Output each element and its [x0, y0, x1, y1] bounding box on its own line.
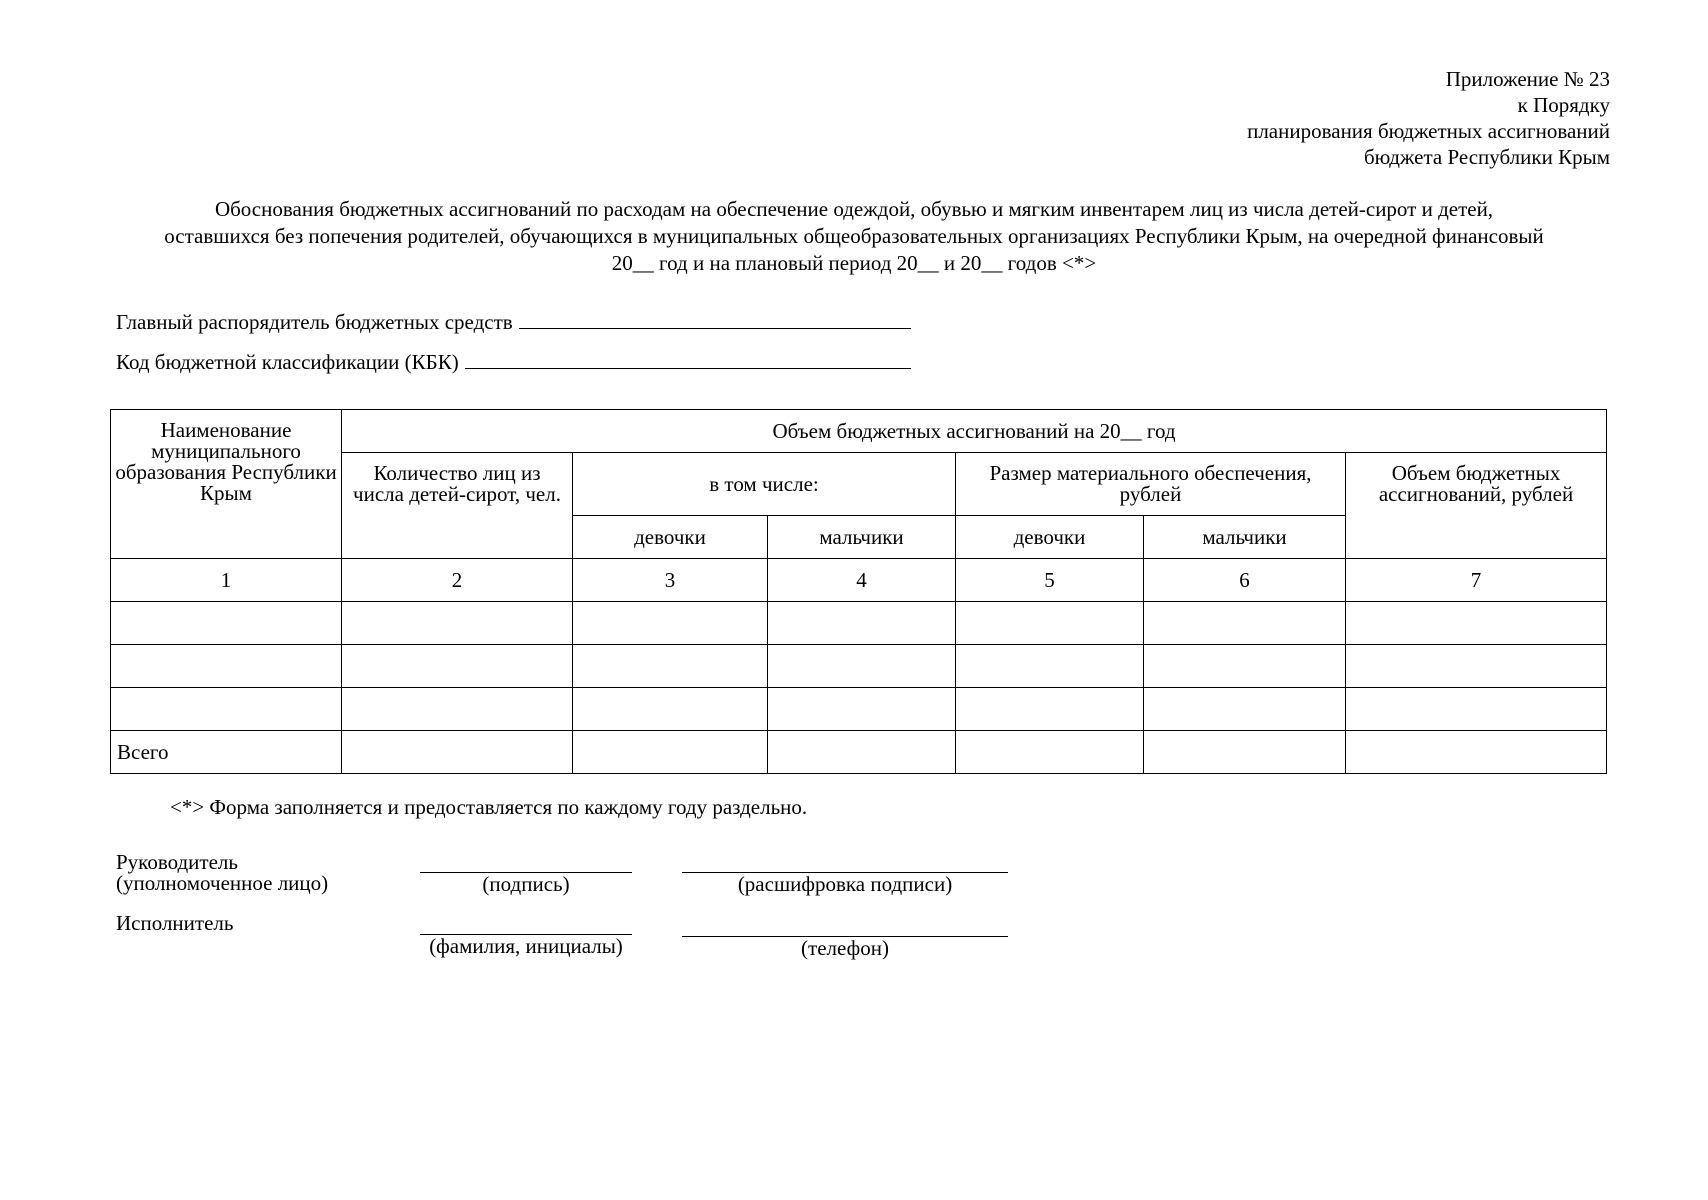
kbk-field[interactable]: [116, 348, 911, 375]
col-volume-header: Объем бюджетных ассигнований, рублей: [1346, 453, 1607, 559]
col-material-header: Размер материального обеспечения, рублей: [956, 453, 1346, 516]
table-cell[interactable]: [111, 688, 342, 731]
appendix-order: к Порядку: [1517, 93, 1610, 117]
table-cell[interactable]: [111, 645, 342, 688]
signature-caption: (подпись): [482, 872, 570, 896]
table-cell[interactable]: [573, 731, 768, 774]
main-manager-label: Главный распорядитель бюджетных средств: [116, 310, 513, 334]
col-including-header: в том числе:: [573, 453, 956, 516]
group-header: Объем бюджетных ассигнований на 20__ год: [342, 410, 1607, 453]
total-label: Всего: [111, 731, 342, 774]
column-number: 1: [111, 559, 342, 602]
title-line-2: оставшихся без попечения родителей, обучающихся в муниципальных общеобразовательных организациях Республики Крым, на очередной финансовый: [164, 224, 1544, 248]
total-row: [111, 731, 1607, 774]
executor-label: Исполнитель: [116, 911, 234, 935]
kbk-label: Код бюджетной классификации (КБК): [116, 350, 459, 374]
table-row: [111, 645, 1607, 688]
column-number: 7: [1346, 559, 1607, 602]
table-cell[interactable]: [1346, 602, 1607, 645]
table-cell[interactable]: [768, 645, 956, 688]
col-count-header: Количество лиц из числа детей-сирот, чел.: [342, 453, 573, 559]
table-cell[interactable]: [1144, 602, 1346, 645]
table-cell[interactable]: [956, 731, 1144, 774]
table-cell[interactable]: [1144, 645, 1346, 688]
appendix-budget: бюджета Республики Крым: [1363, 145, 1610, 169]
table-cell[interactable]: [342, 731, 573, 774]
head-label: [116, 852, 328, 894]
table-cell[interactable]: [956, 645, 1144, 688]
table-cell[interactable]: [1144, 688, 1346, 731]
table-cell[interactable]: [1346, 645, 1607, 688]
table-cell[interactable]: [342, 688, 573, 731]
document-title: [100, 196, 1608, 277]
col-boys-material-header: мальчики: [1144, 516, 1346, 559]
footnote: <*> Форма заполняется и предоставляется по каждому году раздельно.: [170, 795, 808, 819]
table-cell[interactable]: [573, 688, 768, 731]
appendix-header: [1010, 66, 1610, 170]
title-line-3: 20__ год и на плановый период 20__ и 20__ годов <*>: [611, 251, 1097, 275]
column-number: 5: [956, 559, 1144, 602]
column-number: 2: [342, 559, 573, 602]
table-row: [111, 602, 1607, 645]
table-cell[interactable]: [956, 602, 1144, 645]
title-line-1: Обоснования бюджетных ассигнований по расходам на обеспечение одеждой, обувью и мягким инвентарем лиц из числа детей-сирот и детей,: [214, 197, 1494, 221]
col-municipality-header: Наименование муниципального образования Республики Крым: [111, 410, 342, 559]
budget-table: [110, 409, 1607, 774]
phone-caption: (телефон): [801, 936, 889, 960]
main-manager-blank[interactable]: [519, 308, 911, 329]
main-manager-field[interactable]: [116, 308, 911, 335]
table-cell[interactable]: [768, 731, 956, 774]
header-row-1: [111, 410, 1607, 453]
col-girls-count-header: девочки: [573, 516, 768, 559]
name-caption: (фамилия, инициалы): [429, 934, 623, 958]
table-cell[interactable]: [768, 688, 956, 731]
table-cell[interactable]: [573, 645, 768, 688]
decryption-caption: (расшифровка подписи): [737, 872, 953, 896]
col-boys-count-header: мальчики: [768, 516, 956, 559]
head-label-line-2: (уполномоченное лицо): [116, 871, 329, 895]
table-cell[interactable]: [1346, 731, 1607, 774]
column-numbers-row: [111, 559, 1607, 602]
head-label-line-1: Руководитель: [116, 850, 238, 874]
table-cell[interactable]: [342, 645, 573, 688]
table-cell[interactable]: [111, 602, 342, 645]
table-cell[interactable]: [1144, 731, 1346, 774]
kbk-blank[interactable]: [465, 348, 911, 369]
table-cell[interactable]: [956, 688, 1144, 731]
table-cell[interactable]: [768, 602, 956, 645]
appendix-planning: планирования бюджетных ассигнований: [1247, 119, 1610, 143]
column-number: 4: [768, 559, 956, 602]
table-row: [111, 688, 1607, 731]
appendix-number: Приложение № 23: [1445, 67, 1610, 91]
table-cell[interactable]: [573, 602, 768, 645]
column-number: 3: [573, 559, 768, 602]
table-cell[interactable]: [342, 602, 573, 645]
table-cell[interactable]: [1346, 688, 1607, 731]
col-girls-material-header: девочки: [956, 516, 1144, 559]
column-number: 6: [1144, 559, 1346, 602]
